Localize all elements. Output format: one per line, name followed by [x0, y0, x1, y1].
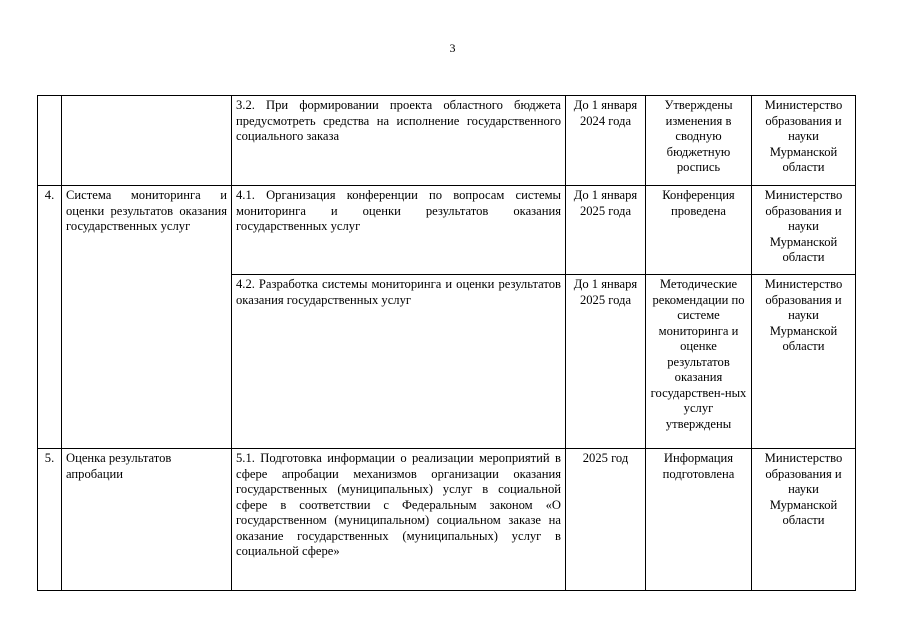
- row-number: 4.: [38, 186, 62, 449]
- stage-cell: Оценка результатов апробации: [62, 449, 232, 591]
- result-cell: Информация подготовлена: [646, 449, 752, 591]
- table-row: [38, 449, 856, 591]
- stage-cell: Система мониторинга и оценки результатов оказания государственных услуг: [62, 186, 232, 449]
- deadline-cell: До 1 января 2024 года: [566, 96, 646, 186]
- measure-cell: 4.2. Разработка системы мониторинга и оценки результатов оказания государственных услуг: [232, 275, 566, 449]
- row-number: [38, 96, 62, 186]
- responsible-cell: Министерство образования и науки Мурманской области: [752, 186, 856, 275]
- responsible-cell: Министерство образования и науки Мурманской области: [752, 275, 856, 449]
- responsible-cell: Министерство образования и науки Мурманской области: [752, 96, 856, 186]
- measure-cell: 5.1. Подготовка информации о реализации мероприятий в сфере апробации механизмов организации оказания государственных (муниципальных) услуг в социальной сфере в соответствии с Федеральным законом «О государственном (муниципальном) социальном заказе на оказание государственных (муниципальных) услуг в социальной сфере»: [232, 449, 566, 591]
- plan-table: [37, 95, 856, 591]
- deadline-cell: До 1 января 2025 года: [566, 275, 646, 449]
- measure-cell: 3.2. При формировании проекта областного бюджета предусмотреть средства на исполнение государственного социального заказа: [232, 96, 566, 186]
- result-cell: Методические рекомендации по системе мониторинга и оценке результатов оказания государствен-ных услуг утверждены: [646, 275, 752, 449]
- result-cell: Конференция проведена: [646, 186, 752, 275]
- page-number: 3: [449, 41, 456, 55]
- result-cell: Утверждены изменения в сводную бюджетную роспись: [646, 96, 752, 186]
- table-row: [38, 96, 856, 186]
- row-number: 5.: [38, 449, 62, 591]
- responsible-cell: Министерство образования и науки Мурманской области: [752, 449, 856, 591]
- deadline-cell: 2025 год: [566, 449, 646, 591]
- stage-cell: [62, 96, 232, 186]
- table-row: [38, 186, 856, 275]
- measure-cell: 4.1. Организация конференции по вопросам системы мониторинга и оценки результатов оказания государственных услуг: [232, 186, 566, 275]
- deadline-cell: До 1 января 2025 года: [566, 186, 646, 275]
